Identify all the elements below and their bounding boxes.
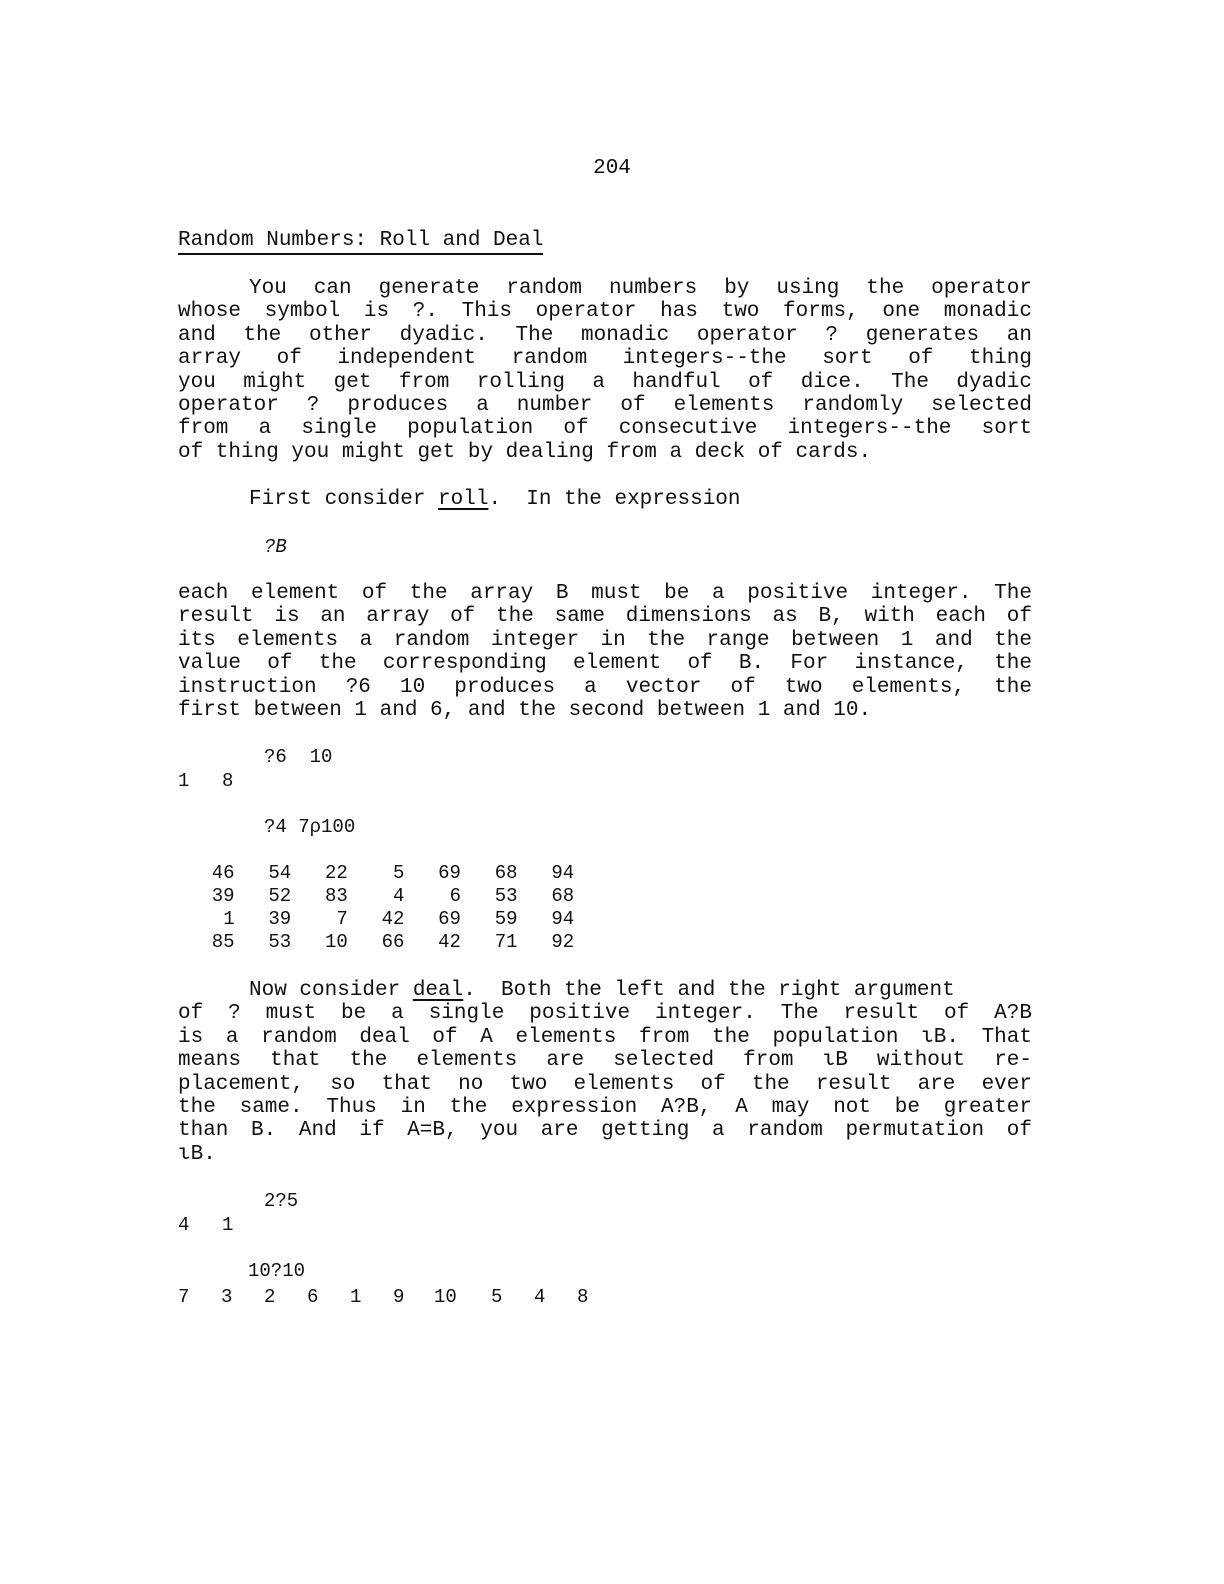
output-value: 1 bbox=[222, 1214, 234, 1236]
deal-intro-before: Now consider bbox=[249, 979, 413, 1002]
output-value: 7 bbox=[178, 1286, 190, 1308]
matrix-cell: 59 bbox=[494, 907, 518, 930]
roll-intro-after: . In the expression bbox=[488, 488, 741, 511]
intro-paragraph bbox=[178, 277, 1032, 464]
matrix-cell: 4 bbox=[392, 884, 405, 907]
matrix-cell: 10 bbox=[324, 931, 348, 954]
matrix-cell: 1 bbox=[223, 907, 235, 930]
text-line: means that the elements are selected from ιB without re- bbox=[178, 1049, 1032, 1073]
matrix-cell: 68 bbox=[494, 861, 518, 884]
text-line: is a random deal of A elements from the population ιB. That bbox=[178, 1025, 1032, 1049]
output-value: 3 bbox=[221, 1286, 233, 1308]
matrix-cell: 52 bbox=[268, 884, 292, 907]
example2-input: ?4 7ρ100 bbox=[264, 816, 356, 838]
text-line: operator ? produces a number of elements randomly selected bbox=[178, 393, 1032, 417]
output-value: 4 bbox=[534, 1286, 546, 1308]
text-line: and the other dyadic. The monadic operator ? generates an bbox=[178, 323, 1032, 347]
output-value: 8 bbox=[577, 1286, 589, 1308]
text-line: of ? must be a single positive integer. The result of A?B bbox=[178, 1002, 1032, 1026]
matrix-cell: 92 bbox=[551, 931, 575, 954]
matrix-cell: 53 bbox=[494, 884, 518, 907]
matrix-cell: 6 bbox=[449, 884, 461, 907]
matrix-cell: 68 bbox=[551, 884, 575, 907]
matrix-cell: 85 bbox=[211, 931, 235, 954]
matrix-cell: 39 bbox=[268, 907, 292, 930]
matrix-cell: 69 bbox=[438, 907, 461, 930]
matrix-cell: 54 bbox=[268, 861, 292, 884]
matrix-cell: 69 bbox=[438, 861, 461, 884]
roll-expression: ?B bbox=[264, 536, 287, 558]
text-line: each element of the array B must be a positive integer. The bbox=[178, 582, 1032, 605]
output-value: 1 bbox=[350, 1286, 362, 1308]
matrix-cell: 39 bbox=[211, 884, 235, 907]
output-value: 10 bbox=[434, 1286, 457, 1308]
text-line: value of the corresponding element of B. For instance, the bbox=[178, 652, 1032, 676]
matrix-cell: 42 bbox=[381, 907, 405, 930]
deal-paragraph bbox=[178, 979, 1032, 1166]
matrix-cell: 7 bbox=[336, 907, 348, 930]
text-line: placement, so that no two elements of the result are ever bbox=[178, 1072, 1032, 1096]
random-matrix bbox=[178, 861, 574, 954]
example4-input: 10?10 bbox=[248, 1260, 306, 1282]
output-value: 9 bbox=[393, 1286, 405, 1308]
output-value: 1 bbox=[178, 770, 190, 792]
matrix-cell: 71 bbox=[494, 931, 518, 954]
text-line: instruction ?6 10 produces a vector of two elements, the bbox=[178, 675, 1032, 699]
matrix-row bbox=[178, 884, 574, 907]
matrix-cell: 22 bbox=[324, 861, 348, 884]
text-line: from a single population of consecutive integers--the sort bbox=[178, 417, 1032, 441]
text-line: you might get from rolling a handful of dice. The dyadic bbox=[178, 370, 1032, 394]
section-heading: Random Numbers: Roll and Deal bbox=[178, 229, 543, 255]
matrix-cell: 83 bbox=[324, 884, 348, 907]
text-line: You can generate random numbers by using the operator bbox=[249, 277, 1032, 300]
output-value: 5 bbox=[491, 1286, 503, 1308]
matrix-cell: 94 bbox=[551, 907, 575, 930]
matrix-cell: 94 bbox=[551, 861, 575, 884]
roll-paragraph bbox=[178, 582, 1032, 722]
roll-intro-before: First consider bbox=[249, 488, 439, 511]
matrix-cell: 42 bbox=[438, 931, 461, 954]
roll-intro bbox=[178, 488, 1032, 511]
example3-input: 2?5 bbox=[264, 1190, 299, 1212]
text-line: first between 1 and 6, and the second between 1 and 10. bbox=[178, 698, 872, 722]
deal-term: deal bbox=[412, 979, 464, 1002]
output-value: 2 bbox=[264, 1286, 276, 1308]
output-value: 4 bbox=[178, 1214, 190, 1236]
matrix-cell: 66 bbox=[381, 931, 405, 954]
roll-term: roll bbox=[438, 488, 489, 511]
output-value: 8 bbox=[222, 770, 234, 792]
matrix-row bbox=[178, 931, 574, 954]
matrix-row bbox=[178, 907, 574, 930]
text-line: ιB. bbox=[178, 1142, 216, 1166]
example1-input: ?6 10 bbox=[264, 746, 333, 768]
text-line: array of independent random integers--the sort of thing bbox=[178, 347, 1032, 371]
matrix-cell: 46 bbox=[211, 861, 235, 884]
text-line: of thing you might get by dealing from a deck of cards. bbox=[178, 440, 872, 464]
page-number: 204 bbox=[593, 157, 631, 180]
text-line: its elements a random integer in the range between 1 and the bbox=[178, 628, 1032, 652]
text-line: whose symbol is ?. This operator has two forms, one monadic bbox=[178, 300, 1032, 324]
text-line: than B. And if A=B, you are getting a random permutation of bbox=[178, 1119, 1032, 1143]
text-line: the same. Thus in the expression A?B, A may not be greater bbox=[178, 1095, 1032, 1119]
matrix-cell: 5 bbox=[392, 861, 405, 884]
deal-intro-line bbox=[178, 979, 1032, 1002]
text-line: result is an array of the same dimensions as B, with each of bbox=[178, 605, 1032, 629]
output-value: 6 bbox=[307, 1286, 319, 1308]
matrix-row bbox=[178, 861, 574, 884]
matrix-cell: 53 bbox=[268, 931, 292, 954]
deal-intro-after: . Both the left and the right argument bbox=[463, 979, 955, 1002]
